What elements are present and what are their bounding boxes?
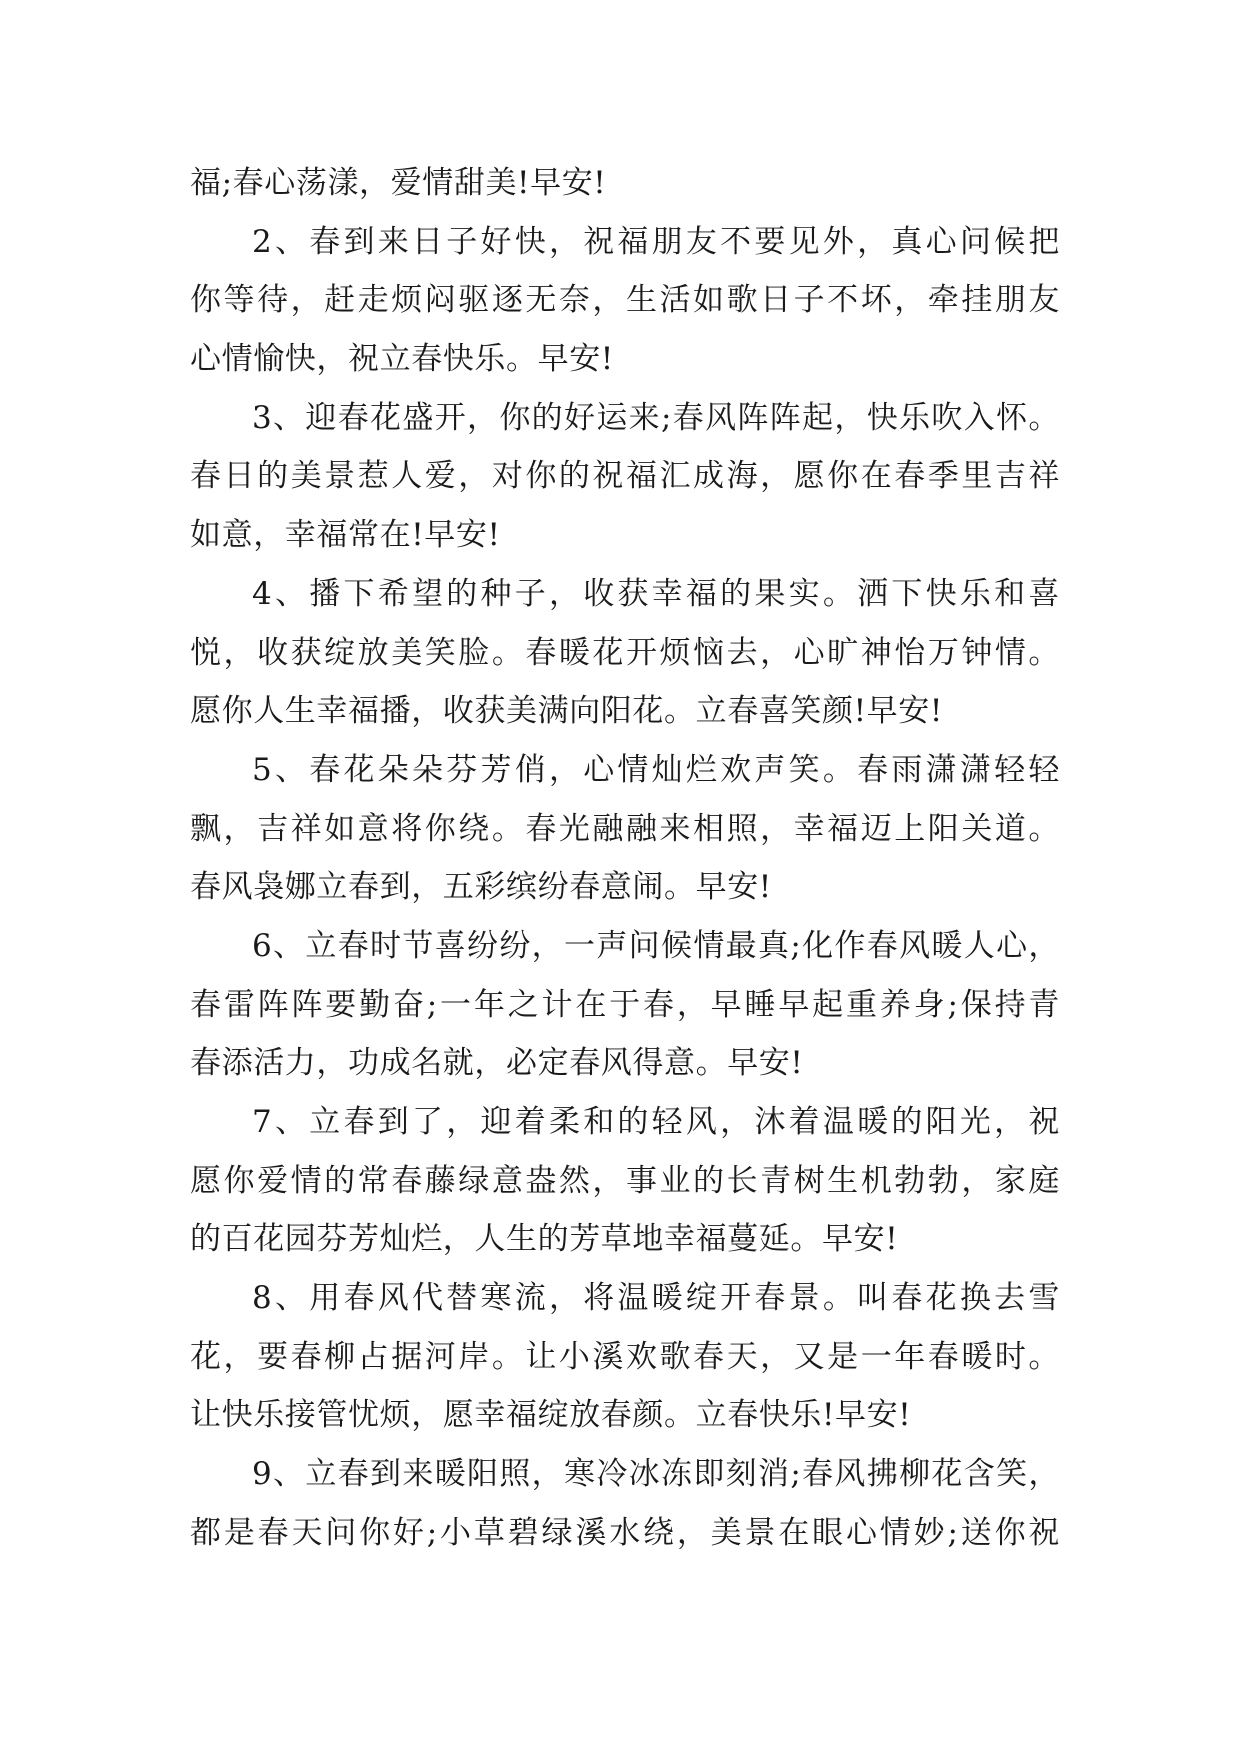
text-line: 飘，吉祥如意将你绕。春光融融来相照，幸福迈上阳关道。 [190, 810, 1060, 847]
text-line: 3、迎春花盛开，你的好运来;春风阵阵起，快乐吹入怀。 [252, 399, 1060, 436]
text-line: 春风袅娜立春到，五彩缤纷春意闹。早安! [190, 869, 772, 906]
body-text [190, 154, 1060, 1563]
text-line: 如意，幸福常在!早安! [190, 517, 501, 554]
text-line: 让快乐接管忧烦，愿幸福绽放春颜。立春快乐!早安! [190, 1397, 912, 1434]
text-line: 你等待，赶走烦闷驱逐无奈，生活如歌日子不坏，牵挂朋友 [190, 282, 1060, 319]
text-line: 春添活力，功成名就，必定春风得意。早安! [190, 1045, 804, 1082]
text-line: 愿你人生幸福播，收获美满向阳花。立春喜笑颜!早安! [190, 693, 943, 730]
text-line: 4、播下希望的种子，收获幸福的果实。洒下快乐和喜 [252, 575, 1060, 612]
text-line: 都是春天问你好;小草碧绿溪水绕，美景在眼心情妙;送你祝 [190, 1514, 1060, 1551]
text-line: 春日的美景惹人爱，对你的祝福汇成海，愿你在春季里吉祥 [190, 458, 1060, 495]
text-line: 花，要春柳占据河岸。让小溪欢歌春天，又是一年春暖时。 [190, 1338, 1060, 1375]
text-line: 5、春花朵朵芬芳俏，心情灿烂欢声笑。春雨潇潇轻轻 [252, 751, 1060, 788]
text-line: 6、立春时节喜纷纷，一声问候情最真;化作春风暖人心， [252, 927, 1060, 964]
text-line: 9、立春到来暖阳照，寒冷冰冻即刻消;春风拂柳花含笑， [252, 1456, 1060, 1493]
text-line: 心情愉快，祝立春快乐。早安! [190, 341, 614, 378]
text-line: 悦，收获绽放美笑脸。春暖花开烦恼去，心旷神怡万钟情。 [190, 634, 1060, 671]
text-line: 2、春到来日子好快，祝福朋友不要见外，真心问候把 [252, 223, 1060, 260]
text-line: 春雷阵阵要勤奋;一年之计在于春，早睡早起重养身;保持青 [190, 986, 1060, 1023]
text-line: 7、立春到了，迎着柔和的轻风，沐着温暖的阳光，祝 [252, 1104, 1060, 1140]
text-line: 8、用春风代替寒流，将温暖绽开春景。叫春花换去雪 [252, 1280, 1060, 1317]
text-line: 愿你爱情的常春藤绿意盎然，事业的长青树生机勃勃，家庭 [190, 1162, 1060, 1199]
text-line: 的百花园芬芳灿烂，人生的芳草地幸福蔓延。早安! [190, 1221, 899, 1258]
text-line: 福;春心荡漾，爱情甜美!早安! [190, 165, 607, 201]
